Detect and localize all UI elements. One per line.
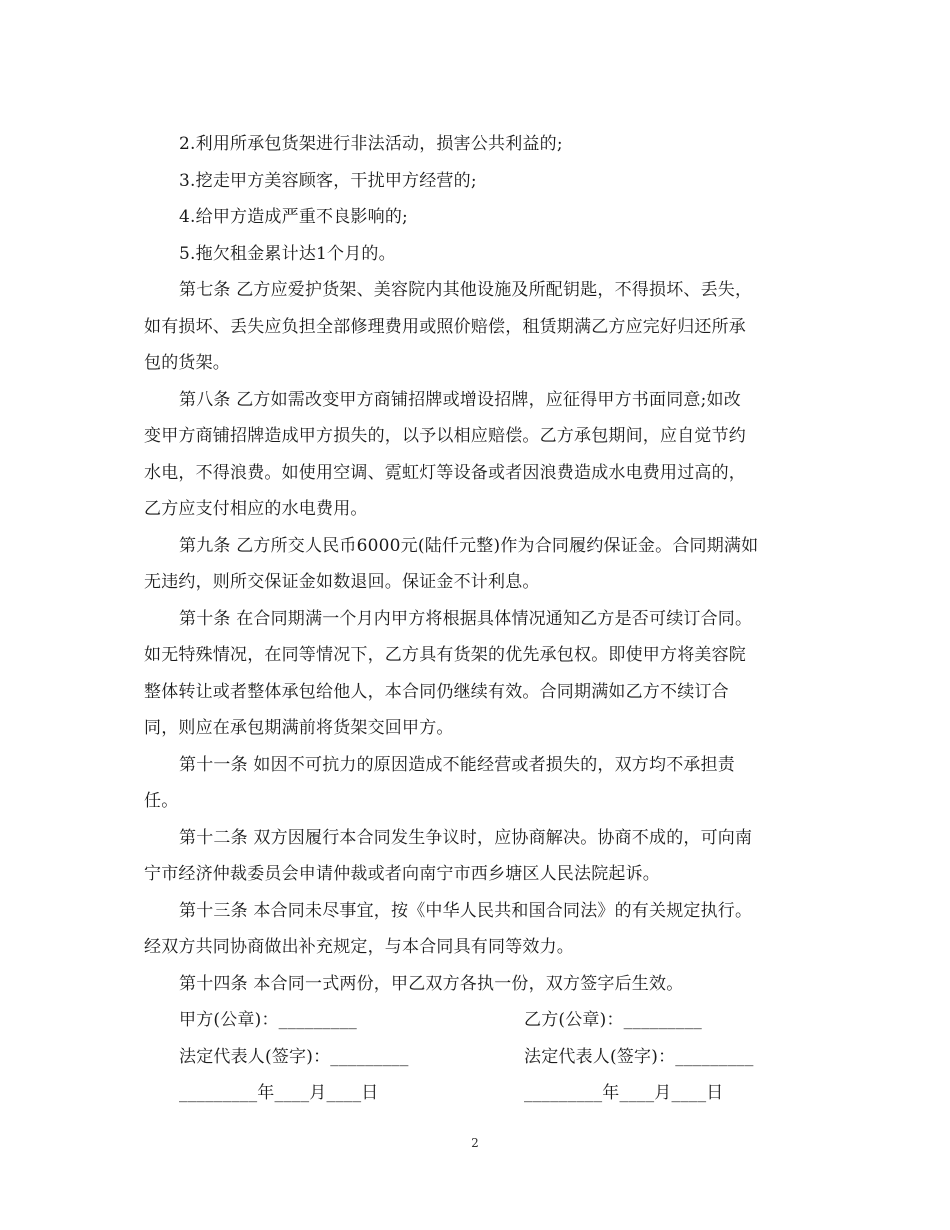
article-11-line-2: 任。 — [144, 791, 179, 811]
article-9-line-1: 第九条 乙方所交人民币6000元(陆仟元整)作为合同履约保证金。合同期满如 — [179, 535, 759, 556]
article-13-line-1: 第十三条 本合同未尽事宜，按《中华人民共和国合同法》的有关规定执行。 — [179, 900, 753, 921]
signature-rep-row — [144, 1039, 804, 1076]
page-number: 2 — [471, 1136, 479, 1150]
article-14-line-1: 第十四条 本合同一式两份，甲乙双方各执一份，双方签字后生效。 — [179, 973, 684, 994]
article-13-line-2: 经双方共同协商做出补充规定，与本合同具有同等效力。 — [144, 937, 574, 957]
party-b-seal-field: 乙方(公章)：_________ — [524, 1010, 702, 1030]
article-8-line-3: 水电，不得浪费。如使用空调、霓虹灯等设备或者因浪费造成水电费用过高的， — [144, 462, 746, 483]
signature-seal-row — [144, 1002, 804, 1039]
party-a-seal-field: 甲方(公章)：_________ — [179, 1010, 357, 1030]
article-10-line-3: 整体转让或者整体承包给他人，本合同仍继续有效。合同期满如乙方不续订合 — [144, 681, 729, 702]
article-10-line-4: 同，则应在承包期满前将货架交回甲方。 — [144, 718, 454, 738]
article-7-line-2: 如有损坏、丢失应负担全部修理费用或照价赔偿，租赁期满乙方应完好归还所承 — [144, 316, 746, 337]
article-7-line-3: 包的货架。 — [144, 353, 230, 373]
article-12-line-1: 第十二条 双方因履行本合同发生争议时，应协商解决。协商不成的，可向南 — [179, 827, 753, 848]
article-8-line-4: 乙方应支付相应的水电费用。 — [144, 499, 368, 519]
article-9-line-2: 无违约，则所交保证金如数退回。保证金不计利息。 — [144, 572, 540, 592]
article-7-line-1: 第七条 乙方应爱护货架、美容院内其他设施及所配钥匙，不得损坏、丢失， — [179, 280, 753, 300]
party-a-date-field: _________年____月____日 — [179, 1083, 379, 1103]
party-b-representative-field: 法定代表人(签字)：_________ — [524, 1046, 754, 1067]
article-12-line-2: 宁市经济仲裁委员会申请仲裁或者向南宁市西乡塘区人民法院起诉。 — [144, 864, 660, 884]
article-8-line-2: 变甲方商铺招牌造成甲方损失的，以予以相应赔偿。乙方承包期间，应自觉节约 — [144, 426, 746, 446]
signature-date-row — [144, 1075, 804, 1112]
party-a-representative-field: 法定代表人(签字)：_________ — [179, 1046, 409, 1067]
contract-body — [144, 126, 804, 1112]
clause-item-4: 4.给甲方造成严重不良影响的; — [179, 207, 408, 227]
clause-item-5: 5.拖欠租金累计达1个月的。 — [179, 243, 396, 264]
clause-item-2: 2.利用所承包货架进行非法活动，损害公共利益的; — [179, 134, 563, 154]
article-8-line-1: 第八条 乙方如需改变甲方商铺招牌或增设招牌，应征得甲方书面同意;如改 — [179, 389, 741, 410]
article-10-line-1: 第十条 在合同期满一个月内甲方将根据具体情况通知乙方是否可续订合同。 — [179, 608, 753, 629]
party-b-date-field: _________年____月____日 — [524, 1083, 724, 1103]
article-10-line-2: 如无特殊情况，在同等情况下，乙方具有货架的优先承包权。即使甲方将美容院 — [144, 645, 746, 665]
article-11-line-1: 第十一条 如因不可抗力的原因造成不能经营或者损失的，双方均不承担责 — [179, 754, 736, 775]
clause-item-3: 3.挖走甲方美容顾客，干扰甲方经营的; — [179, 170, 477, 191]
